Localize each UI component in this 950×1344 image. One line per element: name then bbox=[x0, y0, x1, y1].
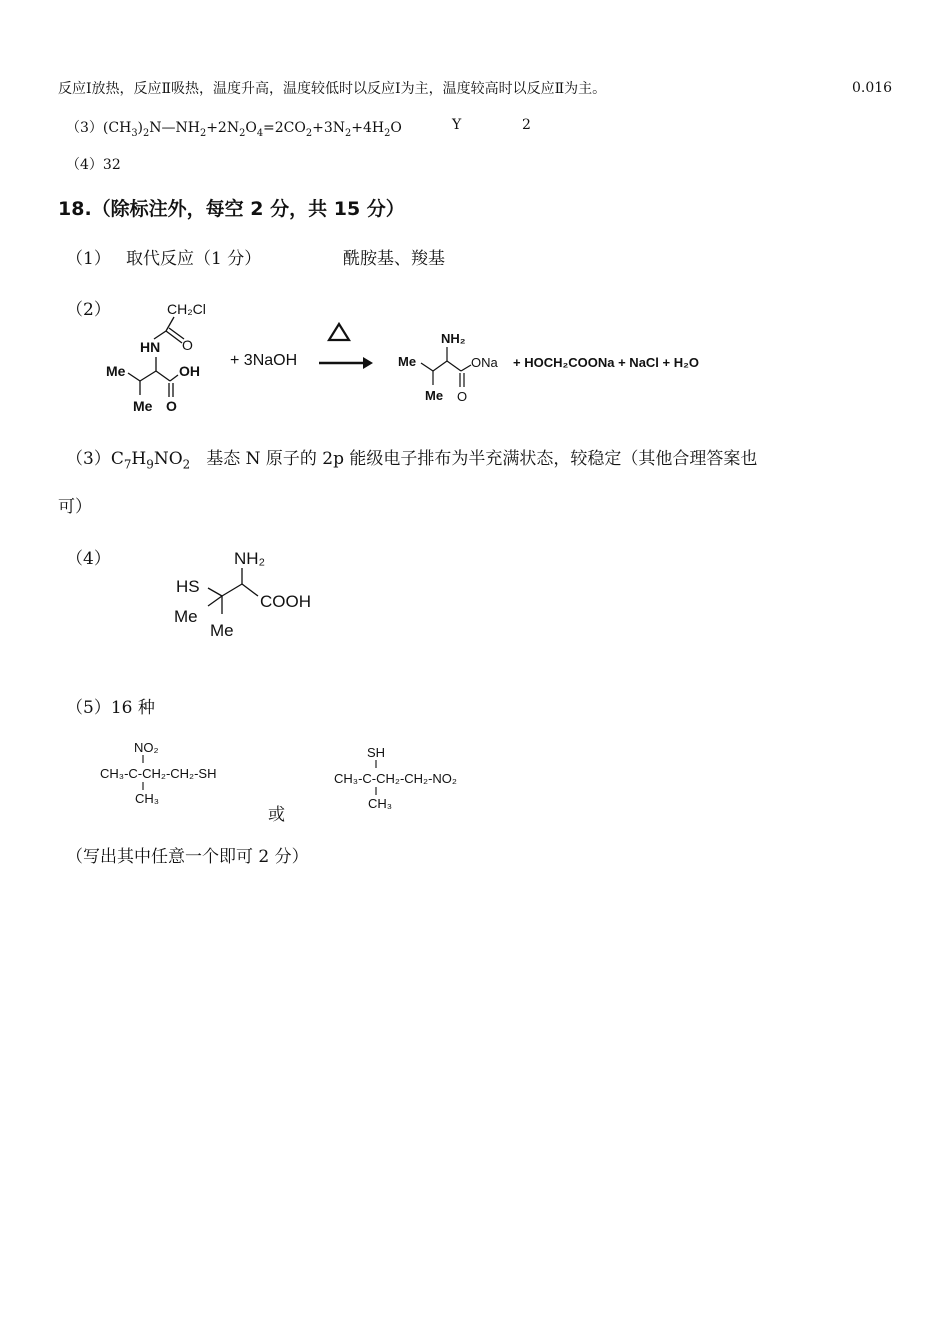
sh-label: SH bbox=[367, 745, 386, 760]
q18-part5-note: （写出其中任意一个即可 2 分） bbox=[66, 847, 309, 867]
product-o-label: O bbox=[457, 389, 468, 404]
q18-part1-groups: 酰胺基、羧基 bbox=[343, 249, 445, 269]
part3-equation: $(3)(CH_3)_2N—NH_2+2N_2O_4=2CO_2+3N_2+4H_2O$ bbox=[66, 120, 402, 139]
me-label-1: Me bbox=[106, 363, 126, 379]
ch3-label-1: CH₃ bbox=[135, 791, 160, 806]
chain-2: CH₃-C-CH₂-CH₂-NO₂ bbox=[334, 771, 457, 786]
reactant-structure bbox=[100, 295, 215, 420]
naoh-reagent: + 3NaOH bbox=[230, 352, 298, 369]
oh-label: OH bbox=[179, 363, 200, 379]
q18-part1-answer: 取代反应（1 分） bbox=[126, 249, 262, 269]
hs-label: HS bbox=[176, 577, 200, 596]
isomer-structure-1 bbox=[95, 735, 245, 810]
me-label-5: Me bbox=[174, 607, 198, 626]
carbonyl-o: O bbox=[182, 337, 193, 353]
nh2-label: NH₂ bbox=[441, 331, 466, 346]
molecular-formula: $C_7H_9NO_2$ bbox=[110, 449, 191, 472]
q18-part3-line2: 可） bbox=[58, 497, 92, 517]
penicillamine-structure bbox=[160, 540, 330, 650]
cooh-label: COOH bbox=[260, 592, 311, 611]
q18-part4-label: （4） bbox=[66, 549, 111, 569]
me-label-3: Me bbox=[398, 354, 417, 369]
product-structure bbox=[395, 325, 515, 410]
ch2cl-label: CH₂Cl bbox=[167, 301, 206, 317]
answer-2: 2 bbox=[522, 117, 531, 133]
answer-y: Y bbox=[452, 117, 462, 133]
or-word: 或 bbox=[268, 805, 285, 825]
hn-label: HN bbox=[140, 339, 161, 355]
question-18-heading: 18.（除标注外，每空 2 分，共 15 分） bbox=[58, 198, 405, 220]
value-answer: 0.016 bbox=[852, 80, 893, 96]
me-label-2: Me bbox=[133, 398, 153, 414]
part4-answer: （4）32 bbox=[66, 157, 121, 173]
nh2-label-2: NH₂ bbox=[234, 549, 266, 568]
q18-part2-label: （2） bbox=[66, 300, 111, 320]
arrow-head-icon bbox=[363, 357, 373, 369]
heat-triangle-icon bbox=[329, 324, 349, 340]
side-products: + HOCH₂COONa + NaCl + H₂O bbox=[513, 355, 700, 370]
ch3-label-2: CH₃ bbox=[368, 796, 393, 811]
q18-part3-line1: $(3)C_7H_9NO_2$ 基态 N 原子的 2p 能级电子排布为半充满状态，较稳定（其他合理答案也 bbox=[66, 449, 758, 472]
q18-part1-label: （1） bbox=[66, 249, 111, 269]
reaction-arrow bbox=[315, 318, 377, 378]
chain-1: CH₃-C-CH₂-CH₂-SH bbox=[100, 766, 217, 781]
part-label: （3） bbox=[66, 120, 103, 136]
me-label-6: Me bbox=[210, 621, 234, 640]
ona-label: ONa bbox=[471, 355, 498, 370]
q18-part5-label: （5）16 种 bbox=[66, 698, 155, 718]
acid-o-label: O bbox=[166, 398, 177, 414]
isomer-structure-2 bbox=[330, 740, 480, 815]
no2-label: NO₂ bbox=[134, 740, 159, 755]
reasoning-text: 反应Ⅰ放热，反应Ⅱ吸热，温度升高，温度较低时以反应Ⅰ为主，温度较高时以反应Ⅱ为主。 bbox=[58, 81, 607, 97]
me-label-4: Me bbox=[425, 388, 444, 403]
